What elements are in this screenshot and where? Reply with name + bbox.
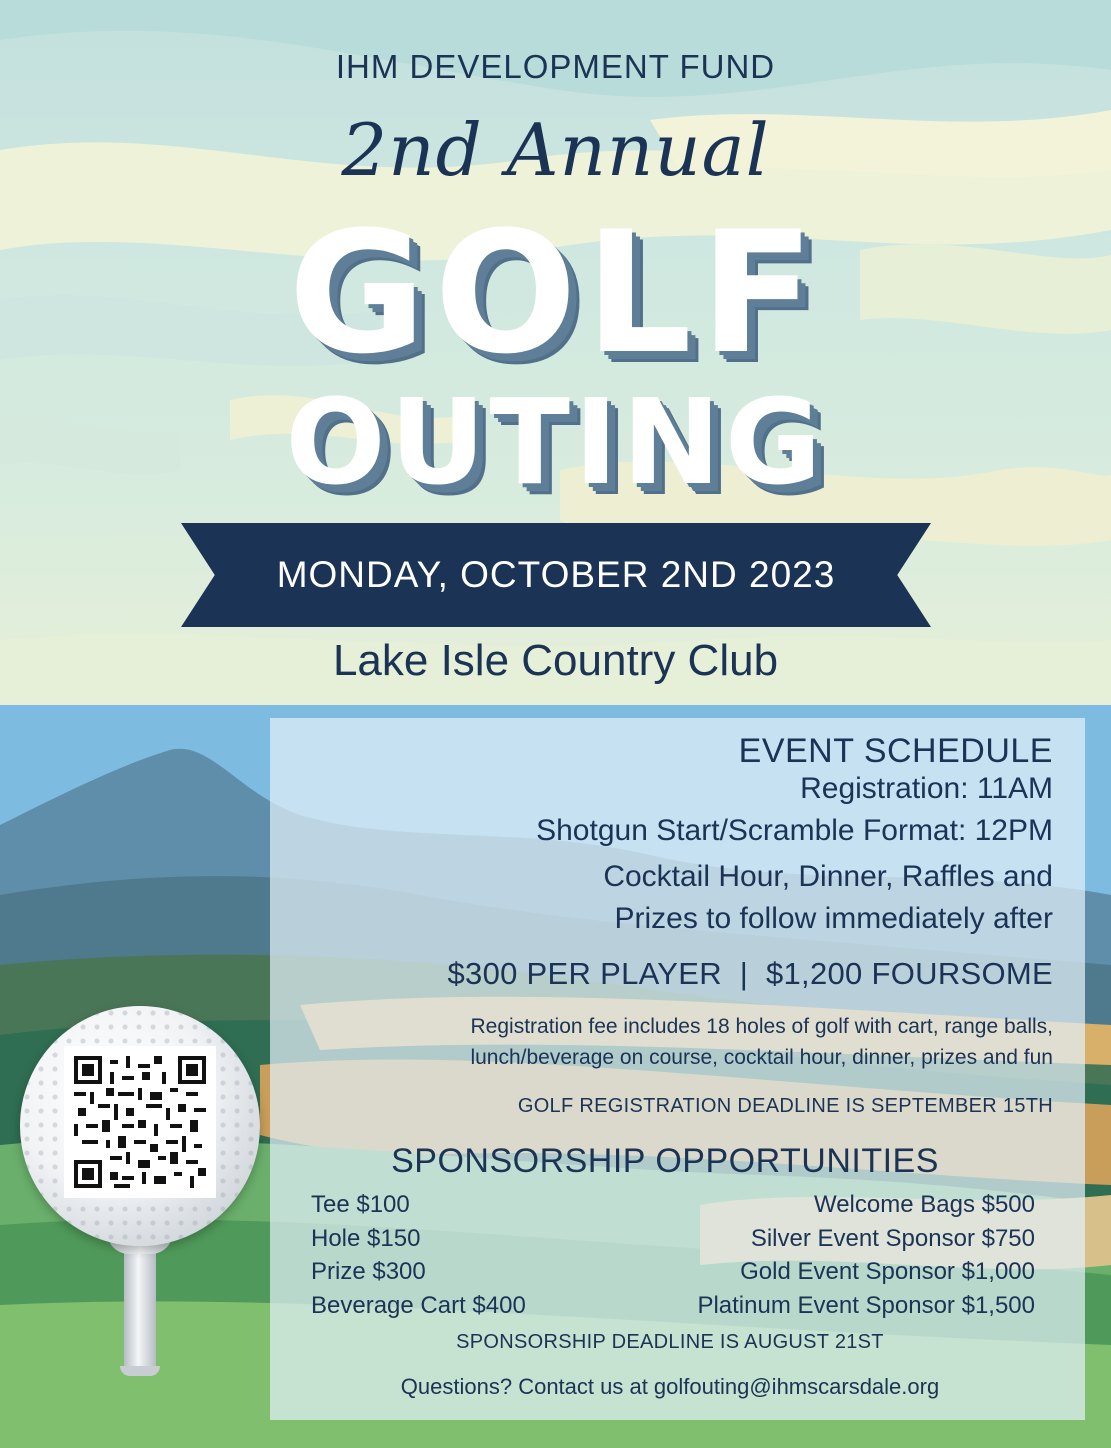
pricing-line: $300 PER PLAYER | $1,200 FOURSOME — [447, 956, 1053, 991]
schedule-start: Shotgun Start/Scramble Format: 12PM — [536, 814, 1053, 847]
sponsorship-list-right — [697, 1188, 1035, 1322]
edition-script: 2nd Annual — [341, 108, 770, 192]
fee-includes-line1: Registration fee includes 18 holes of golf with cart, range balls, — [470, 1015, 1053, 1038]
sponsor-tier: Welcome Bags $500 — [813, 1191, 1035, 1218]
sponsor-tier: Gold Event Sponsor $1,000 — [740, 1258, 1035, 1285]
venue-name: Lake Isle Country Club — [332, 636, 779, 685]
sponsor-tier: Prize $300 — [311, 1258, 426, 1285]
sponsor-tier: Beverage Cart $400 — [311, 1291, 526, 1319]
sponsorship-deadline: SPONSORSHIP DEADLINE IS AUGUST 21ST — [456, 1331, 884, 1353]
golf-tee-base — [120, 1366, 160, 1376]
sponsorship-title: SPONSORSHIP OPPORTUNITIES — [391, 1142, 939, 1180]
schedule-title: EVENT SCHEDULE — [738, 732, 1053, 770]
title-outing: OUTING — [285, 373, 826, 511]
sponsor-tier: Hole $150 — [311, 1224, 421, 1252]
contact-line: Questions? Contact us at golfouting@ihmscarsdale.org — [400, 1374, 940, 1399]
registration-deadline: GOLF REGISTRATION DEADLINE IS SEPTEMBER 15TH — [517, 1095, 1053, 1117]
fee-includes-line2: lunch/beverage on course, cocktail hour, dinner, prizes and fun — [470, 1046, 1053, 1069]
sponsor-tier: Platinum Event Sponsor $1,500 — [697, 1291, 1035, 1319]
schedule-after-line2: Prizes to follow immediately after — [614, 902, 1053, 935]
schedule-registration: Registration: 11AM — [800, 772, 1053, 805]
event-date: MONDAY, OCTOBER 2ND 2023 — [276, 554, 836, 595]
title-golf: GOLF — [288, 195, 823, 391]
qr-code-icon[interactable] — [64, 1046, 216, 1198]
sponsor-tier: Silver Event Sponsor $750 — [750, 1224, 1035, 1252]
org-name: IHM DEVELOPMENT FUND — [335, 48, 776, 85]
sponsor-tier: Tee $100 — [311, 1191, 410, 1218]
sponsorship-list-left — [311, 1188, 526, 1322]
schedule-after-line1: Cocktail Hour, Dinner, Raffles and — [603, 860, 1053, 893]
golf-tee-icon — [124, 1250, 156, 1372]
